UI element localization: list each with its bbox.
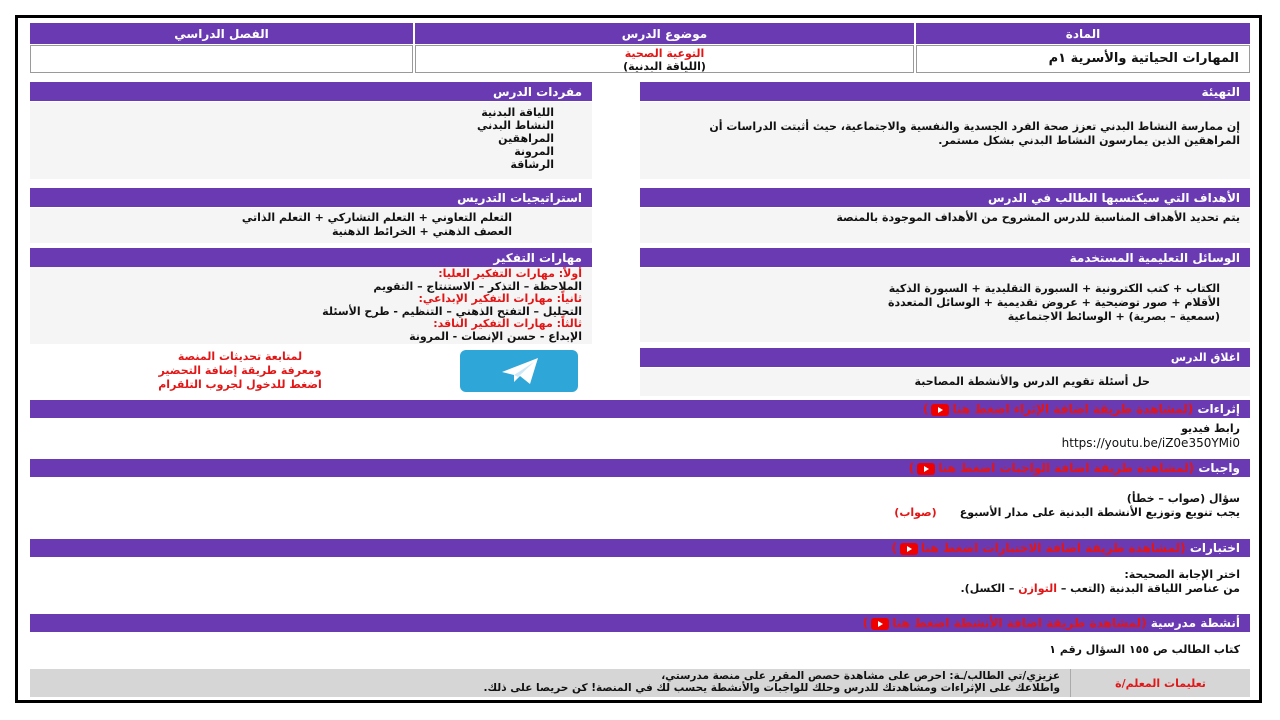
youtube-icon bbox=[931, 404, 949, 416]
thinking-header: مهارات التفكير bbox=[30, 248, 592, 267]
youtube-icon bbox=[917, 463, 935, 475]
telegram-icon[interactable] bbox=[460, 350, 578, 392]
subject-header: المادة bbox=[916, 23, 1250, 44]
youtube-icon bbox=[871, 618, 889, 630]
goals-text: يتم تحديد الأهداف المناسبة للدرس المشروح من الأهداف الموجودة بالمنصة bbox=[640, 208, 1250, 243]
strategies-text: التعلم التعاوني + التعلم التشاركي + التعلم الذاتي العصف الذهني + الخرائط الذهنية bbox=[30, 208, 592, 243]
subject-value: المهارات الحياتية والأسرية ١م bbox=[916, 45, 1250, 73]
telegram-text[interactable]: لمتابعة تحديثات المنصة ومعرفة طريقة إضافة التحضير اضغط للدخول لجروب التلقرام bbox=[158, 350, 322, 391]
enrichment-header bbox=[30, 400, 1250, 418]
tests-body: اختر الإجابة الصحيحة: من عناصر اللياقة البدنية (التعب – التوازن – الكسل). bbox=[30, 558, 1250, 612]
tools-header: الوسائل التعليمية المستخدمة bbox=[640, 248, 1250, 267]
closing-header: اغلاق الدرس bbox=[640, 348, 1250, 367]
vocab-item: اللياقة البدنية bbox=[481, 106, 554, 119]
homework-body: سؤال (صواب – خطأ) يجب تنويع وتوزيع الأنشطة البدنية على مدار الأسبوع (صواب) bbox=[30, 478, 1250, 540]
enrichment-label: إثراءات bbox=[1197, 402, 1240, 416]
semester-value bbox=[30, 45, 413, 73]
activities-body: كتاب الطالب ص ١٥٥ السؤال رقم ١ bbox=[30, 633, 1250, 666]
intro-text: إن ممارسة النشاط البدني تعزز صحة الفرد الجسدية والنفسية والاجتماعية، حيث أثبتت الدراسات أن المراهقين الذين يمارسون النشاط البدني بشكل مستمر. bbox=[640, 102, 1250, 179]
telegram-promo[interactable] bbox=[30, 348, 592, 396]
teacher-instructions bbox=[30, 669, 1250, 697]
vocab-item: النشاط البدني bbox=[477, 119, 554, 132]
tests-video-link[interactable]: (لمشاهدة طريقة اضافة الاختبارات اضغط هنا) bbox=[891, 541, 1186, 555]
youtube-icon bbox=[900, 543, 918, 555]
paper-plane-icon bbox=[460, 350, 578, 392]
enrichment-video-link[interactable]: (لمشاهدة طريقة اضافة الإثراء اضغط هنا) bbox=[922, 402, 1194, 416]
intro-header: التهيئة bbox=[640, 82, 1250, 101]
semester-header: الفصل الدراسي bbox=[30, 23, 413, 44]
closing-text: حل أسئلة تقويم الدرس والأنشطة المصاحبة bbox=[640, 368, 1250, 396]
homework-label: واجبات bbox=[1198, 461, 1240, 475]
vocab-list bbox=[30, 102, 592, 179]
tests-label: اختبارات bbox=[1189, 541, 1240, 555]
vocab-item: المرونة bbox=[514, 145, 554, 158]
teacher-instructions-label: تعليمات المعلم/ة bbox=[1070, 669, 1250, 697]
topic-value: التوعية الصحية (اللياقة البدنية) bbox=[415, 45, 914, 73]
tests-header bbox=[30, 539, 1250, 557]
activities-label: أنشطة مدرسية bbox=[1150, 616, 1240, 630]
homework-header bbox=[30, 459, 1250, 477]
video-url[interactable]: https://youtu.be/iZ0e350YMi0 bbox=[1061, 436, 1240, 450]
vocab-item: الرشاقة bbox=[510, 158, 554, 171]
thinking-text: أولاً: مهارات التفكير العليا: الملاحظة – التذكر – الاستنتاج – التقويم ثانياً: مهارات التفكير الإبداعي: التحليل – التفتح الذهني – التنظيم - طرح الأسئلة ثالثاً: مهارات التفكير الناقد: الإبداع - حسن الإنصات - المرونة bbox=[30, 267, 592, 344]
vocab-header: مفردات الدرس bbox=[30, 82, 592, 101]
tools-text: الكتاب + كتب الكترونية + السبورة التقليدية + السبورة الذكية الأقلام + صور توضيحية + عروض تقديمية + الوسائل المتعددة (سمعية – بصرية) + الوسائط الاجتماعية bbox=[640, 268, 1250, 342]
homework-video-link[interactable]: (لمشاهدة طريقة اضافة الواجبات اضغط هنا) bbox=[908, 461, 1195, 475]
goals-header: الأهداف التي سيكتسبها الطالب في الدرس bbox=[640, 188, 1250, 207]
vocab-item: المراهقين bbox=[498, 132, 554, 145]
answer-label: (صواب) bbox=[894, 506, 937, 519]
lesson-plan-sheet bbox=[15, 15, 1262, 703]
strategies-header: استراتيجيات التدريس bbox=[30, 188, 592, 207]
topic-header: موضوع الدرس bbox=[415, 23, 914, 44]
teacher-instructions-text: عزيزي/تي الطالب/ـة: احرص على مشاهدة حصص المقرر على منصة مدرستي، واطلاعك على الإثراءات ومشاهدتك للدرس وحلك للواجبات والأنشطة يحسب لك في المنصة! كن حريصا على ذلك. bbox=[483, 670, 1060, 694]
enrichment-body: رابط فيديو https://youtu.be/iZ0e350YMi0 bbox=[30, 419, 1250, 456]
activities-header bbox=[30, 614, 1250, 632]
activities-video-link[interactable]: (لمشاهدة طريقة اضافة الأنشطة اضغط هنا) bbox=[862, 616, 1147, 630]
